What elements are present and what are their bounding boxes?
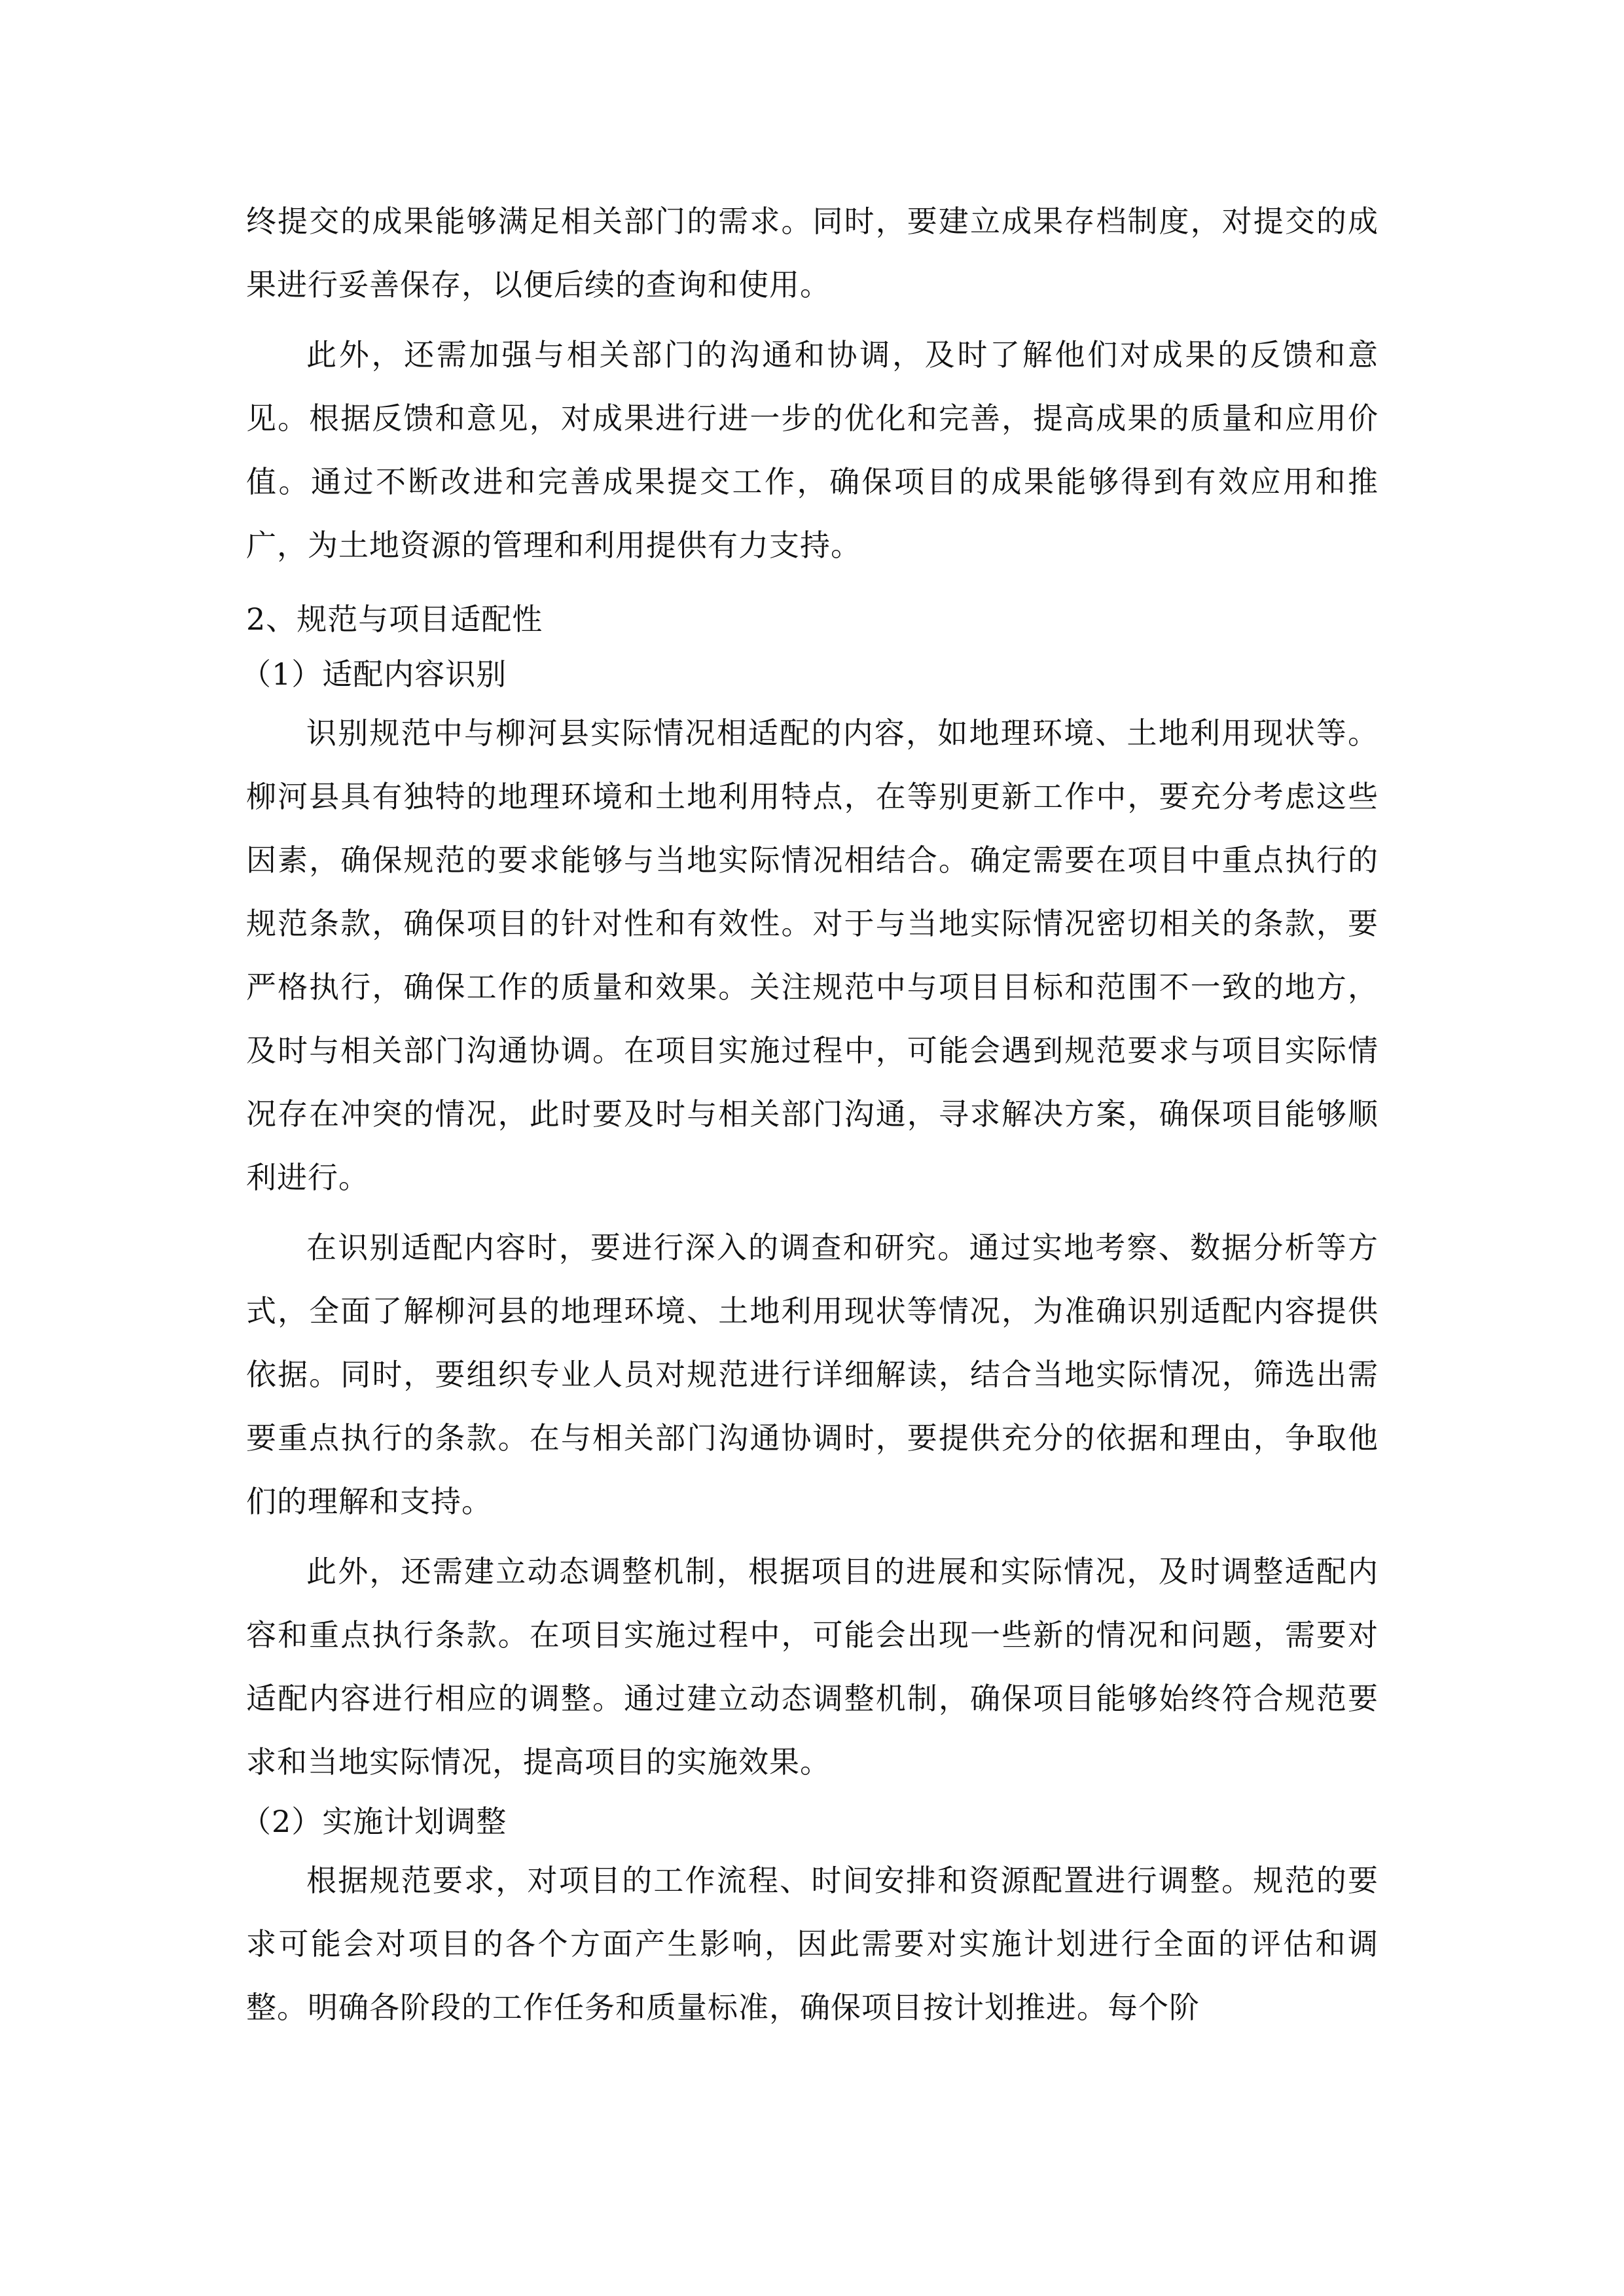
section-heading-2: 2、规范与项目适配性 (246, 601, 543, 637)
subsection-heading-2: （2）实施计划调整 (241, 1804, 507, 1839)
document-page (241, 190, 1379, 2039)
paragraph-identify-content: 识别规范中与柳河县实际情况相适配的内容，如地理环境、土地利用现状等。柳河县具有独特的地理环境和土地利用特点，在等别更新工作中，要充分考虑这些因素，确保规范的要求能够与当地实际情况相结合。确定需要在项目中重点执行的规范条款，确保项目的针对性和有效性。对于与当地实际情况密切相关的条款，要严格执行，确保工作的质量和效果。关注规范中与项目目标和范围不一致的地方，及时与相关部门沟通协调。在项目实施过程中，可能会遇到规范要求与项目实际情况存在冲突的情况，此时要及时与相关部门沟通，寻求解决方案，确保项目能够顺利进行。 (246, 715, 1379, 1195)
paragraph-dynamic-adjustment: 此外，还需建立动态调整机制，根据项目的进展和实际情况，及时调整适配内容和重点执行条款。在项目实施过程中，可能会出现一些新的情况和问题，需要对适配内容进行相应的调整。通过建立动态调整机制，确保项目能够始终符合规范要求和当地实际情况，提高项目的实施效果。 (246, 1554, 1379, 1780)
subsection-heading-1: （1）适配内容识别 (241, 656, 507, 692)
paragraph-investigation: 在识别适配内容时，要进行深入的调查和研究。通过实地考察、数据分析等方式，全面了解柳河县的地理环境、土地利用现状等情况，为准确识别适配内容提供依据。同时，要组织专业人员对规范进行详细解读，结合当地实际情况，筛选出需要重点执行的条款。在与相关部门沟通协调时，要提供充分的依据和理由，争取他们的理解和支持。 (246, 1230, 1379, 1519)
paragraph-feedback: 此外，还需加强与相关部门的沟通和协调，及时了解他们对成果的反馈和意见。根据反馈和意见，对成果进行进一步的优化和完善，提高成果的质量和应用价值。通过不断改进和完善成果提交工作，确保项目的成果能够得到有效应用和推广，为土地资源的管理和利用提供有力支持。 (246, 337, 1379, 563)
paragraph-plan-adjustment: 根据规范要求，对项目的工作流程、时间安排和资源配置进行调整。规范的要求可能会对项目的各个方面产生影响，因此需要对实施计划进行全面的评估和调整。明确各阶段的工作任务和质量标准，确保项目按计划推进。每个阶 (246, 1863, 1379, 2025)
paragraph-continuation: 终提交的成果能够满足相关部门的需求。同时，要建立成果存档制度，对提交的成果进行妥善保存，以便后续的查询和使用。 (246, 204, 1379, 302)
